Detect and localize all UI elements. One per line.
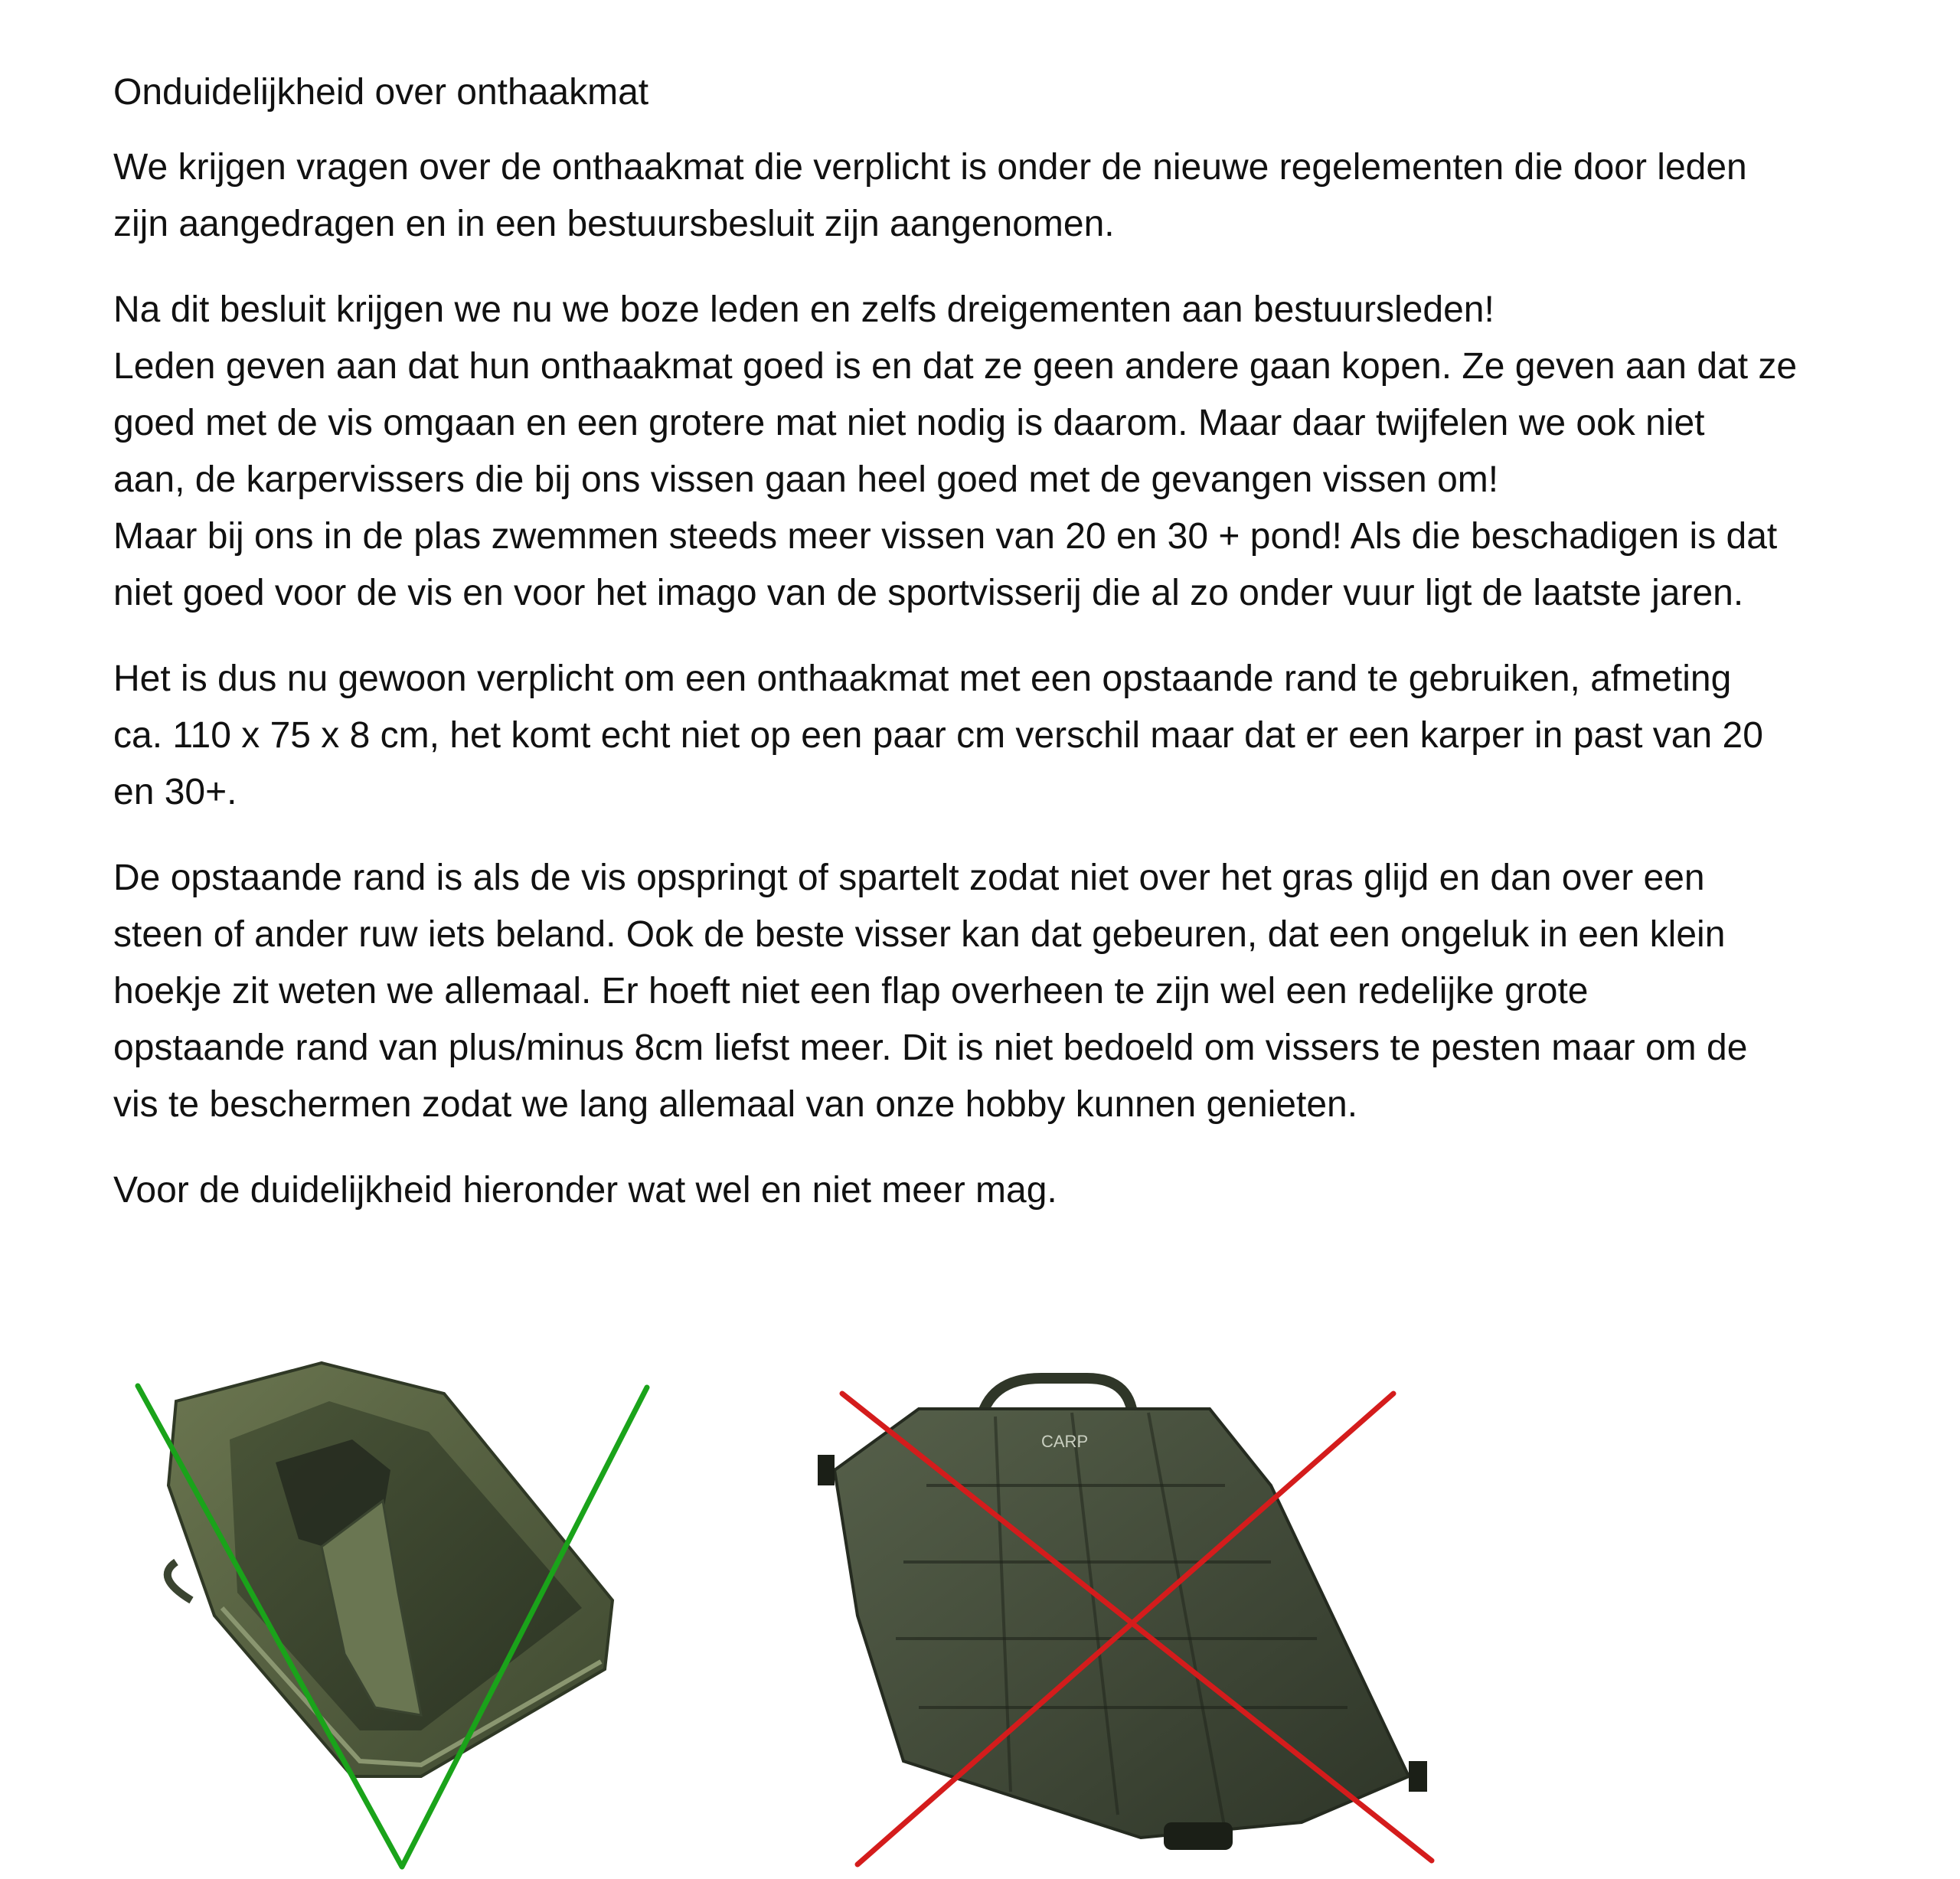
text-line: niet goed voor de vis en voor het imago van de sportvisserij die al zo onder vuur ligt de laatste jaren. [113,573,1744,613]
text-line: en 30+. [113,772,237,812]
allowed-mat-image [122,1348,658,1876]
text-line: vis te beschermen zodat we lang allemaal van onze hobby kunnen genieten. [113,1084,1358,1125]
text-line: Het is dus nu gewoon verplicht om een onthaakmat met een opstaande rand te gebruiken, afmeting [113,658,1732,699]
text-line: Na dit besluit krijgen we nu we boze leden en zelfs dreigementen aan bestuursleden! [113,289,1494,330]
text-line: Maar bij ons in de plas zwemmen steeds meer vissen van 20 en 30 + pond! Als die beschadigen is dat [113,516,1778,557]
mat-logo-text: CARP [1041,1432,1089,1451]
text-line: opstaande rand van plus/minus 8cm liefst meer. Dit is niet bedoeld om vissers te pesten maar om de [113,1028,1748,1068]
paragraph-4 [113,850,1890,1133]
paragraph-5 [113,1162,1890,1219]
text-line: Voor de duidelijkheid hieronder wat wel en niet meer mag. [113,1170,1057,1211]
paragraph-3 [113,651,1890,821]
forbidden-mat-image [812,1363,1470,1868]
text-line: We krijgen vragen over de onthaakmat die verplicht is onder de nieuwe regelementen die door leden [113,147,1747,188]
text-line: aan, de karpervissers die bij ons vissen gaan heel goed met de gevangen vissen om! [113,459,1499,500]
document-title: Onduidelijkheid over onthaakmat [113,72,649,113]
text-line: De opstaande rand is als de vis opspringt of spartelt zodat niet over het gras glijd en dan over een [113,858,1705,898]
text-line: goed met de vis omgaan en een grotere mat niet nodig is daarom. Maar daar twijfelen we ook niet [113,403,1705,443]
text-line: zijn aangedragen en in een bestuursbesluit zijn aangenomen. [113,204,1115,244]
raised-mat-shape [168,1363,612,1776]
document-body [113,64,1890,1248]
paragraph-1 [113,139,1890,253]
text-line: steen of ander ruw iets beland. Ook de beste visser kan dat gebeuren, dat een ongeluk in een klein [113,914,1726,955]
text-line: Leden geven aan dat hun onthaakmat goed is en dat ze geen andere gaan kopen. Ze geven aan dat ze [113,346,1798,387]
example-images [0,1348,1960,1879]
text-line: hoekje zit weten we allemaal. Er hoeft niet een flap overheen te zijn wel een redelijke grote [113,971,1589,1011]
text-line: ca. 110 x 75 x 8 cm, het komt echt niet op een paar cm verschil maar dat er een karper in past van 20 [113,715,1763,756]
paragraph-2 [113,282,1890,622]
